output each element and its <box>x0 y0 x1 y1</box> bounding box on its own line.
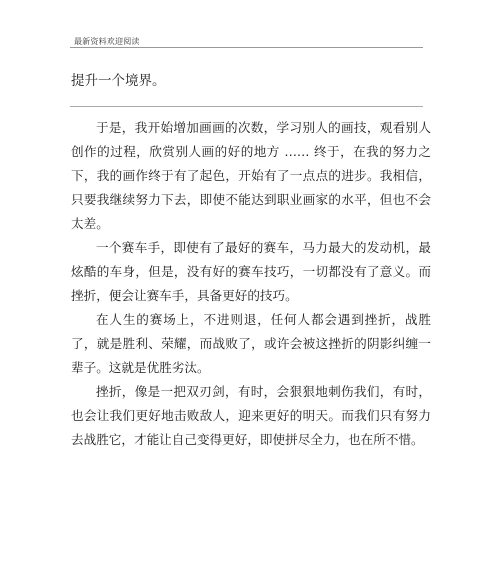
header-divider <box>70 47 423 48</box>
page-header: 最新资料欢迎阅读 <box>74 37 140 46</box>
lead-sentence: 提升一个境界。 <box>71 73 166 89</box>
paragraph: 一个赛车手，即使有了最好的赛车，马力最大的发动机，最炫酷的车身，但是，没有好的赛车技巧，一切都没有了意义。而挫折，便会让赛车手，具备更好的技巧。 <box>71 240 431 303</box>
document-body <box>71 116 431 452</box>
paragraph: 于是，我开始增加画画的次数，学习别人的画技，观看别人创作的过程，欣赏别人画的好的地方 …… 终于，在我的努力之下，我的画作终于有了起色，开始有了一点点的进步。我相信，只要我继续努力下去，即使不能达到职业画家的水平，但也不会太差。 <box>71 120 431 231</box>
section-divider <box>70 106 423 107</box>
paragraph: 在人生的赛场上，不进则退，任何人都会遇到挫折，战胜了，就是胜利、荣耀，而战败了，或许会被这挫折的阴影纠缠一辈子。这就是优胜劣汰。 <box>71 312 431 375</box>
paragraph: 挫折，像是一把双刃剑，有时，会狠狠地刺伤我们，有时，也会让我们更好地击败敌人，迎来更好的明天。而我们只有努力去战胜它，才能让自己变得更好，即使拼尽全力，也在所不惜。 <box>71 384 431 447</box>
